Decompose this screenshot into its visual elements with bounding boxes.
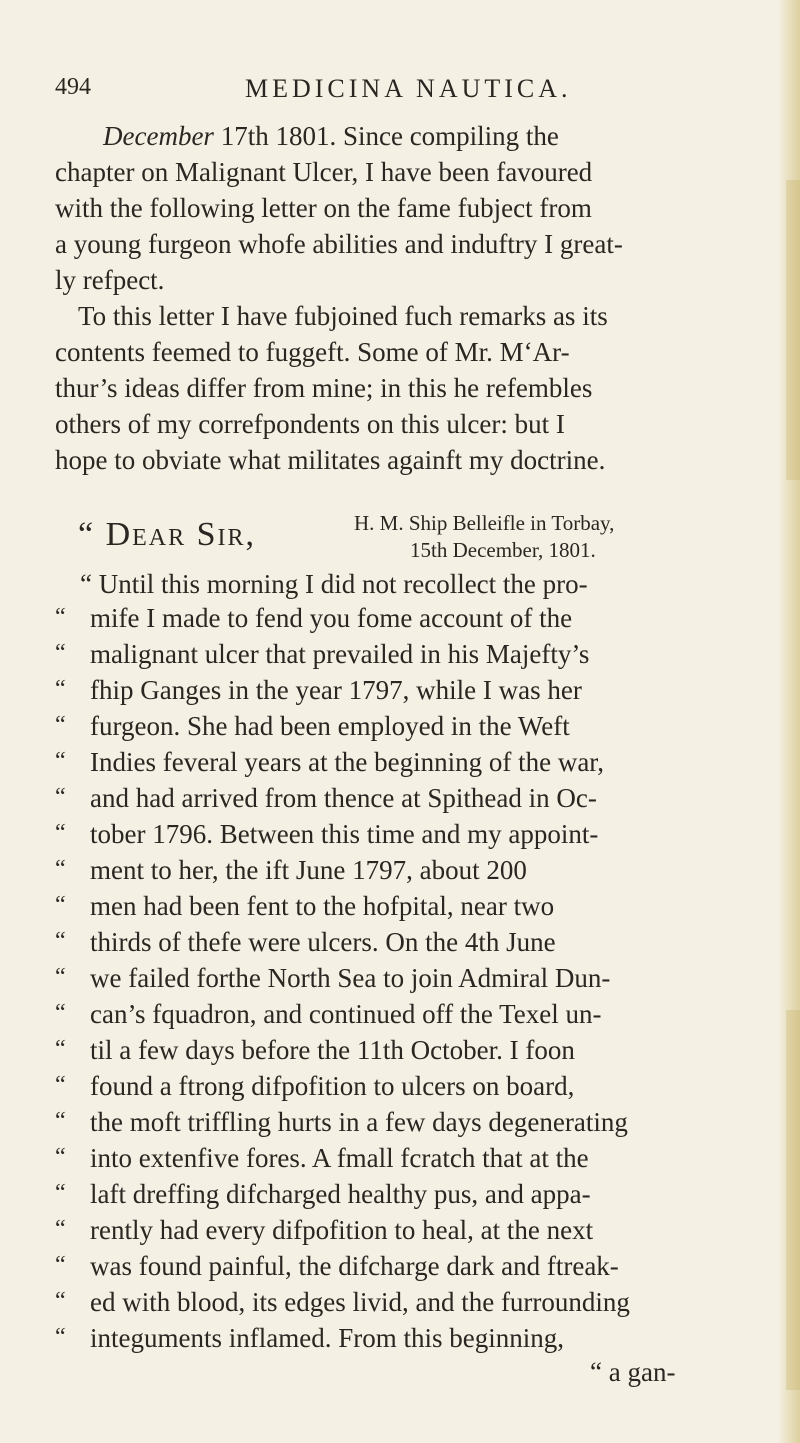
quote-mark: “ <box>55 1288 66 1314</box>
letter-line: can’s fquadron, and continued off the Texel un- <box>90 999 602 1029</box>
quote-mark: “ <box>55 1036 66 1062</box>
letter-line: and had arrived from thence at Spithead in Oc- <box>90 783 597 813</box>
letter-line: was found painful, the difcharge dark and ftreak- <box>90 1251 619 1281</box>
quote-mark: “ <box>55 964 66 990</box>
letter-line: ment to her, the ift June 1797, about 200 <box>90 855 527 885</box>
quote-mark: “ <box>55 712 66 738</box>
letter-line: malignant ulcer that prevailed in his Majefty’s <box>90 639 590 669</box>
quote-mark: “ <box>55 1180 66 1206</box>
intro-line: hope to obviate what militates againft my doctrine. <box>55 445 606 475</box>
quote-mark: “ <box>55 1144 66 1170</box>
quote-mark: “ <box>55 820 66 846</box>
quote-mark: “ <box>55 928 66 954</box>
letter-line: thirds of thefe were ulcers. On the 4th June <box>90 927 556 957</box>
quote-mark: “ <box>55 748 66 774</box>
letter-line: rently had every difpofition to heal, at the next <box>90 1215 594 1245</box>
page-number: 494 <box>55 74 91 100</box>
letter-line: laft dreffing difcharged healthy pus, and appa- <box>90 1179 591 1209</box>
letter-line: into extenfive fores. A fmall fcratch that at the <box>90 1143 589 1173</box>
intro-line: ly refpect. <box>55 265 165 295</box>
intro-line: with the following letter on the fame fubject from <box>55 193 592 223</box>
letter-line: found a ftrong difpofition to ulcers on board, <box>90 1071 575 1101</box>
quote-mark: “ <box>55 1216 66 1242</box>
letter-line: “ Until this morning I did not recollect the pro- <box>80 569 588 599</box>
letter-line: the moft triffling hurts in a few days degenerating <box>90 1107 628 1137</box>
quote-mark: “ <box>55 1252 66 1278</box>
letter-line: til a few days before the 11th October. I foon <box>90 1035 575 1065</box>
intro-line: contents feemed to fuggeft. Some of Mr. M‘Ar- <box>55 337 570 367</box>
quote-mark: “ <box>55 604 66 630</box>
letter-line: integuments inflamed. From this beginning, <box>90 1323 564 1353</box>
letter-line: men had been fent to the hofpital, near two <box>90 891 555 921</box>
intro-line: To this letter I have fubjoined fuch remarks as its <box>78 301 608 331</box>
letter-line: Indies feveral years at the beginning of the war, <box>90 747 604 777</box>
page-stain <box>786 180 800 480</box>
quote-mark: “ <box>55 892 66 918</box>
letter-line: tober 1796. Between this time and my appoint- <box>90 819 599 849</box>
quote-mark: “ <box>55 640 66 666</box>
letter-line: we failed forthe North Sea to join Admiral Dun- <box>90 963 611 993</box>
letter-line: ed with blood, its edges livid, and the furrounding <box>90 1287 630 1317</box>
quote-mark: “ <box>55 856 66 882</box>
running-title: MEDICINA NAUTICA. <box>245 74 572 103</box>
intro-line: chapter on Malignant Ulcer, I have been favoured <box>55 157 593 187</box>
quote-mark: “ <box>55 1108 66 1134</box>
quote-mark: “ <box>55 676 66 702</box>
quote-mark: “ <box>55 784 66 810</box>
intro-line: a young furgeon whofe abilities and induftry I great- <box>55 229 623 259</box>
letter-line: mife I made to fend you fome account of the <box>90 603 573 633</box>
letter-salutation: “ Dear Sir, <box>78 516 257 553</box>
quote-mark: “ <box>55 1324 66 1350</box>
letter-address: H. M. Ship Belleifle in Torbay, <box>354 511 615 535</box>
letter-line: furgeon. She had been employed in the Weft <box>90 711 570 741</box>
letter-date: 15th December, 1801. <box>410 538 596 562</box>
running-header <box>55 74 745 108</box>
intro-line: others of my correfpondents on this ulcer: but I <box>55 409 565 439</box>
intro-line: December 17th 1801. Since compiling the <box>103 121 559 151</box>
intro-line: thur’s ideas differ from mine; in this he refembles <box>55 373 593 403</box>
letter-line: fhip Ganges in the year 1797, while I was her <box>90 675 582 705</box>
catchword: “ a gan- <box>590 1357 676 1387</box>
quote-mark: “ <box>55 1072 66 1098</box>
intro-date: December <box>103 121 214 151</box>
quote-mark: “ <box>55 1000 66 1026</box>
